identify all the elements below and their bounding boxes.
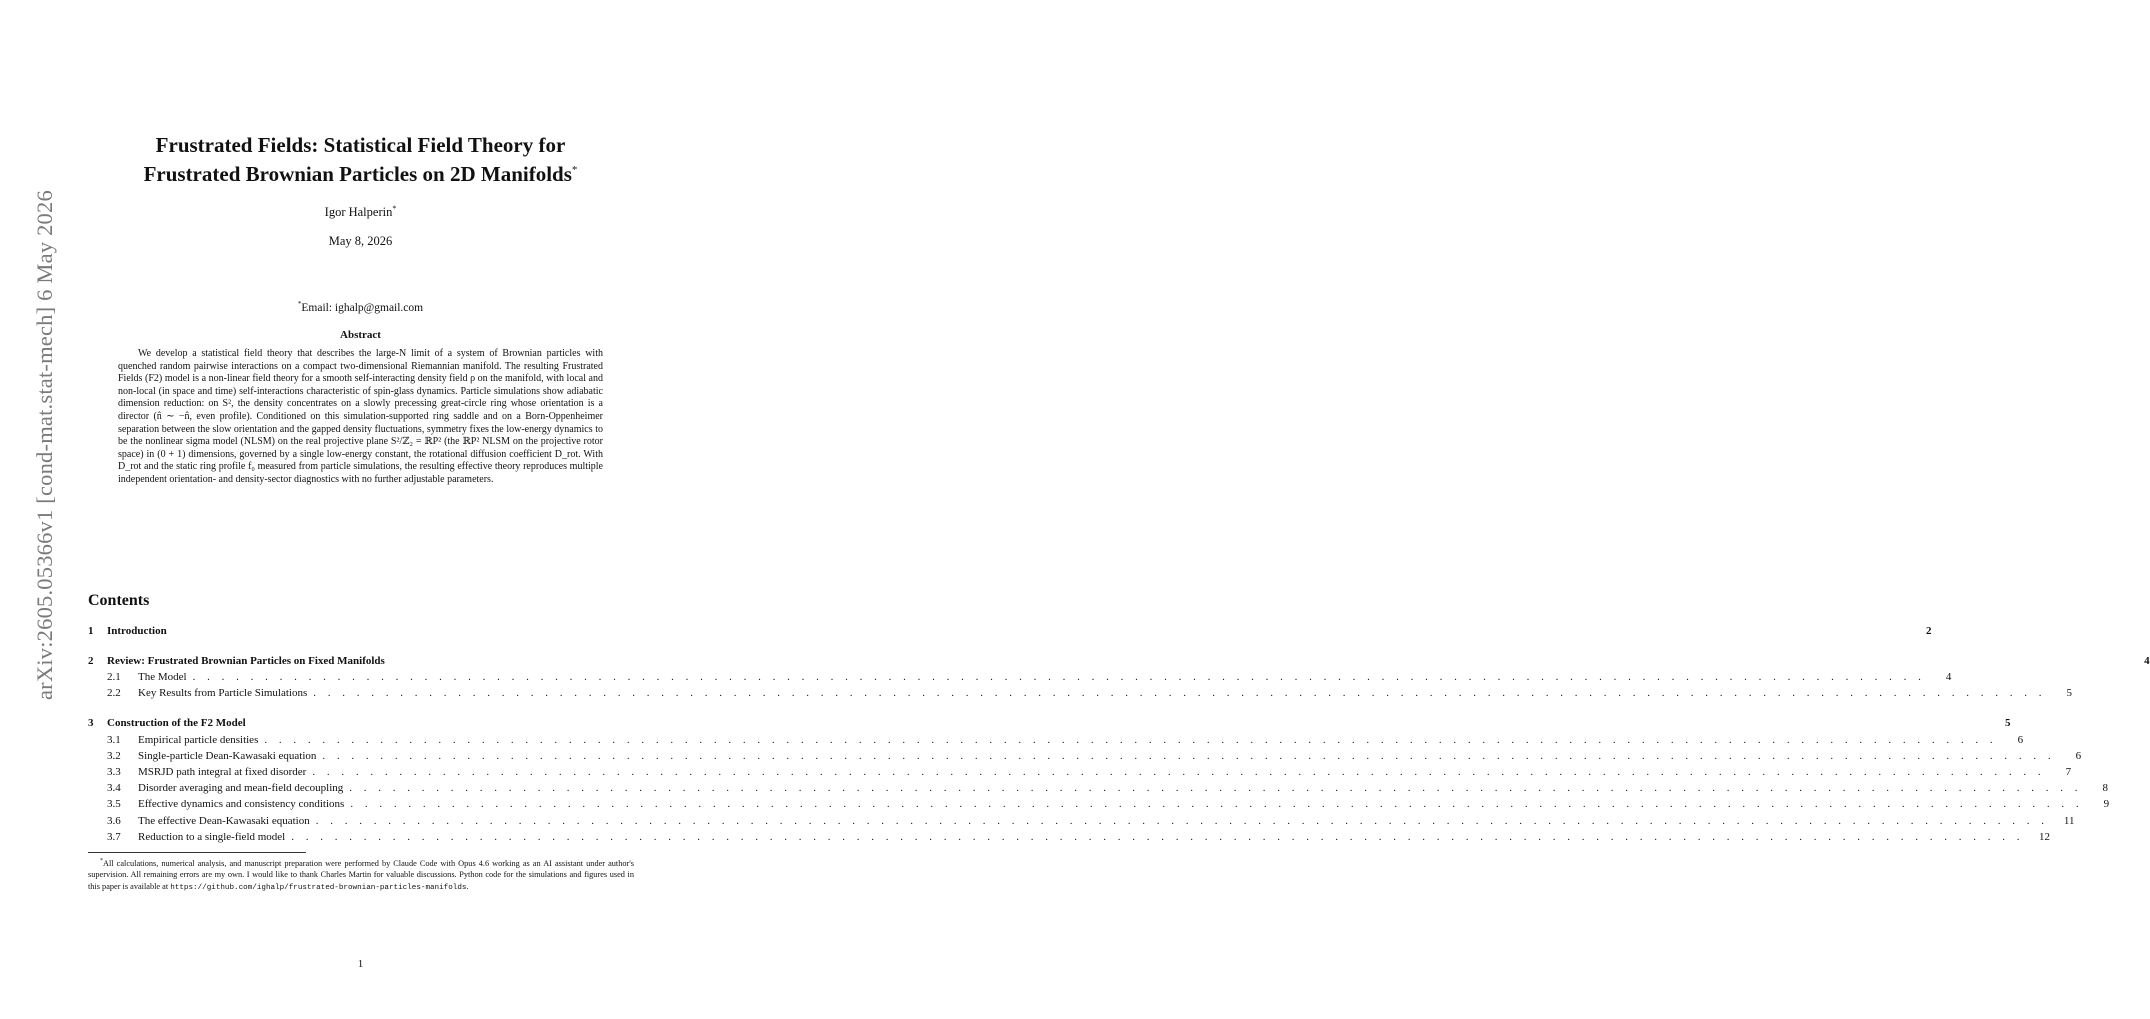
toc-entry-title: The effective Dean-Kawasaki equation [138, 815, 310, 827]
contents-heading: Contents [88, 592, 150, 609]
title-footnote-mark[interactable]: * [571, 164, 578, 176]
toc-entry[interactable] [107, 734, 2024, 748]
toc-entry-page: 4 [2144, 655, 2150, 667]
email-footnote-mark: * [297, 300, 302, 308]
toc-entry-page: 12 [2039, 831, 2050, 843]
toc-dot-leader: . . . . . . . . . . . . . . . . . . . . . . . . . . . . . . . . . . . . . . . . . . . . . . . . . . . . . . . . . . . . . . . . . . . . . . . . . . . . . . . . . . . . . . . . . . . . . . . . . . . . . . . . . . . . . . . . . . . . . . . . [322, 750, 2056, 762]
toc-entry-number: 3.6 [107, 815, 121, 827]
toc-entry-number: 3.1 [107, 734, 121, 746]
toc-entry-page: 8 [2102, 782, 2109, 794]
toc-entry-number: 3 [88, 717, 94, 729]
toc-entry-number: 3.5 [107, 798, 121, 810]
toc-entry[interactable] [107, 687, 2073, 701]
paper-title [88, 133, 633, 187]
toc-dot-leader: . . . . . . . . . . . . . . . . . . . . . . . . . . . . . . . . . . . . . . . . . . . . . . . . . . . . . . . . . . . . . . . . . . . . . . . . . . . . . . . . . . . . . . . . . . . . . . . . . . . . . . . . . . . . . . . . . . . . . . . . [315, 815, 2049, 827]
toc-dot-leader: . . . . . . . . . . . . . . . . . . . . . . . . . . . . . . . . . . . . . . . . . . . . . . . . . . . . . . . . . . . . . . . . . . . . . . . . . . . . . . . . . . . . . . . . . . . . . . . . . . . . . . . . . . . . . . . . . . . . . . . . [264, 734, 1998, 746]
code-repository-link[interactable]: https://github.com/ighalp/frustrated-brownian-particles-manifolds [170, 883, 467, 892]
toc-entry-page: 5 [2066, 687, 2073, 699]
footnote [88, 856, 634, 895]
toc-entry-title: Construction of the F2 Model [107, 717, 246, 729]
toc-entry-title: Empirical particle densities [138, 734, 259, 746]
toc-entry[interactable] [107, 798, 2110, 812]
abstract-body: We develop a statistical field theory that describes the large-N limit of a system of Brownian particles with quenched random pairwise interactions on a compact two-dimensional Riemannian manifold. The resulting Frustrated Fields (F2) model is a non-linear field theory for a smooth self-interacting density field ρ on the manifold, with local and non-local (in space and time) self-interactions characteristic of spin-glass dynamics. Particle simulations show adiabatic dimension reduction: on S², the density concentrates on a slowly precessing great-circle ring whose orientation is a director (n̂ ∼ −n̂, even profile). Conditioned on this simulation-supported ring saddle and on a Born-Oppenheimer separation between the slow orientation and the gapped density fluctuations, symmetry fixes the low-energy dynamics to be the nonlinear sigma model (NLSM) on the real projective plane S²/ℤ₂ = ℝP² (the ℝP² NLSM on the projective rotor space) in (0 + 1) dimensions, governed by a single low-energy constant, the rotational diffusion coefficient D_rot. With D_rot and the static ring profile f₀ measured from particle simulations, the resulting effective theory reproduces multiple independent orientation- and density-sector diagnostics with no further adjustable parameters. [118, 348, 603, 485]
toc-entry-page: 9 [2103, 798, 2110, 810]
toc-entry-number: 2.2 [107, 687, 121, 699]
toc-entry-number: 3.4 [107, 782, 121, 794]
toc-entry[interactable] [107, 671, 1952, 685]
toc-entry[interactable] [107, 782, 2109, 796]
toc-entry-page: 6 [2075, 750, 2082, 762]
paper-date: May 8, 2026 [328, 234, 393, 248]
abstract-heading: Abstract [340, 329, 381, 341]
toc-entry-title: Review: Frustrated Brownian Particles on Fixed Manifolds [107, 655, 385, 667]
toc-entry[interactable] [88, 655, 2150, 669]
toc-entry-page: 7 [2065, 766, 2072, 778]
toc-entry[interactable] [107, 766, 2072, 780]
arxiv-identifier-stamp: arXiv:2605.05366v1 [cond-mat.stat-mech] 6 May 2026 [32, 190, 57, 700]
toc-entry-number: 1 [88, 625, 94, 637]
toc-dot-leader: . . . . . . . . . . . . . . . . . . . . . . . . . . . . . . . . . . . . . . . . . . . . . . . . . . . . . . . . . . . . . . . . . . . . . . . . . . . . . . . . . . . . . . . . . . . . . . . . . . . . . . . . . . . . . . . . . . . . . . . . [350, 798, 2084, 810]
toc-dot-leader: . . . . . . . . . . . . . . . . . . . . . . . . . . . . . . . . . . . . . . . . . . . . . . . . . . . . . . . . . . . . . . . . . . . . . . . . . . . . . . . . . . . . . . . . . . . . . . . . . . . . . . . . . . . . . . . . . . . . . . . . [312, 766, 2046, 778]
toc-entry-title: Reduction to a single-field model [138, 831, 286, 843]
title-line-2: Frustrated Brownian Particles on 2D Manifolds [143, 162, 572, 186]
toc-entry-number: 3.3 [107, 766, 121, 778]
toc-entry-number: 3.7 [107, 831, 121, 843]
title-line-1: Frustrated Fields: Statistical Field Theory for [155, 133, 566, 157]
toc-entry-title: The Model [138, 671, 187, 683]
page-number: 1 [357, 958, 364, 970]
footnote-mark: * [100, 858, 103, 864]
toc-entry-title: Disorder averaging and mean-field decoupling [138, 782, 344, 794]
toc-entry-title: Introduction [107, 625, 167, 637]
toc-entry-title: Single-particle Dean-Kawasaki equation [138, 750, 317, 762]
toc-entry-page: 4 [1945, 671, 1952, 683]
toc-dot-leader: . . . . . . . . . . . . . . . . . . . . . . . . . . . . . . . . . . . . . . . . . . . . . . . . . . . . . . . . . . . . . . . . . . . . . . . . . . . . . . . . . . . . . . . . . . . . . . . . . . . . . . . . . . . . . . . . . . . . . . . . [313, 687, 2047, 699]
toc-dot-leader: . . . . . . . . . . . . . . . . . . . . . . . . . . . . . . . . . . . . . . . . . . . . . . . . . . . . . . . . . . . . . . . . . . . . . . . . . . . . . . . . . . . . . . . . . . . . . . . . . . . . . . . . . . . . . . . . . . . . . . . . [349, 782, 2083, 794]
toc-dot-leader: . . . . . . . . . . . . . . . . . . . . . . . . . . . . . . . . . . . . . . . . . . . . . . . . . . . . . . . . . . . . . . . . . . . . . . . . . . . . . . . . . . . . . . . . . . . . . . . . . . . . . . . . . . . . . . . . . . . . . . . . [192, 671, 1926, 683]
footnote-end: . [466, 881, 469, 891]
author-email [88, 300, 633, 314]
email-text: Email: ighalp@gmail.com [301, 301, 424, 314]
toc-entry-page: 11 [2063, 815, 2075, 827]
toc-entry-number: 2.1 [107, 671, 121, 683]
toc-entry-page: 5 [2004, 717, 2011, 729]
toc-entry[interactable] [88, 625, 1932, 639]
toc-entry[interactable] [107, 750, 2082, 764]
author-name: Igor Halperin [324, 205, 393, 220]
toc-entry[interactable] [107, 815, 2075, 829]
toc-dot-leader: . . . . . . . . . . . . . . . . . . . . . . . . . . . . . . . . . . . . . . . . . . . . . . . . . . . . . . . . . . . . . . . . . . . . . . . . . . . . . . . . . . . . . . . . . . . . . . . . . . . . . . . . . . . . . . . . . . . . . . . . [291, 831, 2024, 843]
author [88, 204, 633, 220]
footnote-text: All calculations, numerical analysis, and manuscript preparation were performed by Claude Code with Opus 4.6 working as an AI assistant under author's supervision. All remaining errors are my own. I would like to thank Charles Martin for valuable discussions. Python code for the simulations and figures used in this paper is available at [88, 858, 634, 891]
toc-entry-page: 2 [1925, 625, 1932, 637]
toc-entry[interactable] [107, 831, 2050, 845]
toc-entry-title: Effective dynamics and consistency conditions [138, 798, 345, 810]
toc-entry-title: MSRJD path integral at fixed disorder [138, 766, 307, 778]
toc-entry-page: 6 [2017, 734, 2024, 746]
toc-entry-number: 2 [88, 655, 94, 667]
toc-entry[interactable] [88, 717, 2011, 731]
author-footnote-mark[interactable]: * [392, 204, 397, 213]
toc-entry-title: Key Results from Particle Simulations [138, 687, 308, 699]
toc-entry-number: 3.2 [107, 750, 121, 762]
footnote-rule [88, 852, 306, 853]
